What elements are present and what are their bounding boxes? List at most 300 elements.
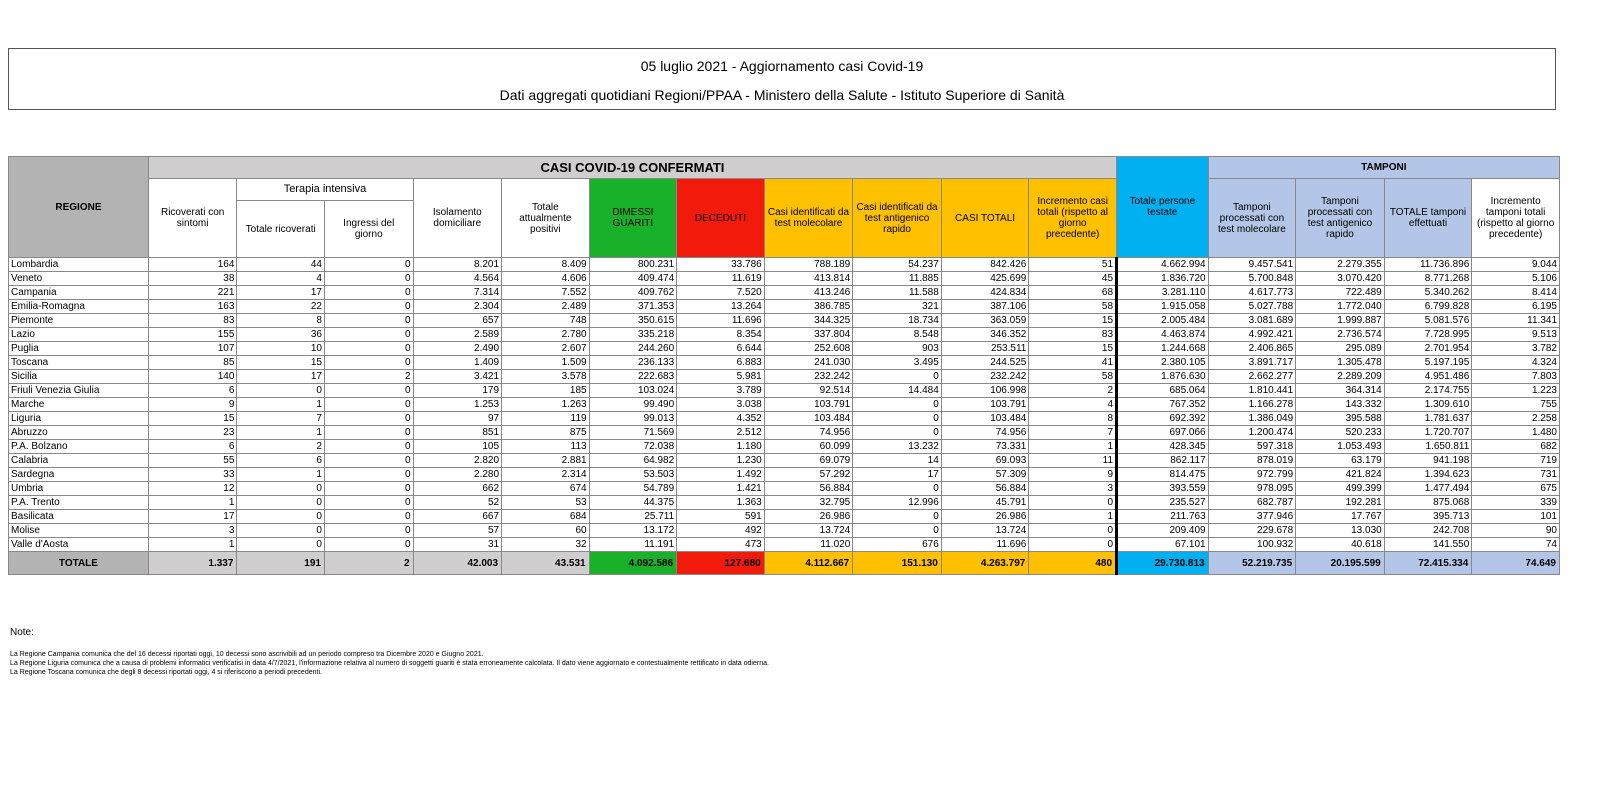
col-header-regione: REGIONE <box>9 157 149 258</box>
cell-antigenico: 14 <box>853 454 942 468</box>
report-subtitle: Dati aggregati quotidiani Regioni/PPAA - Ministero della Salute - Istituto Superiore di Sanità <box>499 87 1065 103</box>
cell-regione: Sicilia <box>9 370 149 384</box>
cell-molecolare: 788.189 <box>764 258 853 272</box>
cell-antigenico: 0 <box>853 510 942 524</box>
cell-regione: Liguria <box>9 412 149 426</box>
cell-dimessi: 64.982 <box>589 454 677 468</box>
table-row <box>9 398 1560 412</box>
cell-casi-totali: 26.986 <box>941 510 1029 524</box>
cell-ricoverati: 15 <box>148 412 237 426</box>
total-casi-totali: 4.263.797 <box>941 552 1029 575</box>
cell-positivi: 2.881 <box>502 454 590 468</box>
cell-casi-totali: 56.884 <box>941 482 1029 496</box>
cell-incremento: 58 <box>1029 300 1117 314</box>
cell-dimessi: 25.711 <box>589 510 677 524</box>
cell-incremento: 45 <box>1029 272 1117 286</box>
cell-positivi: 684 <box>502 510 590 524</box>
cell-tamponi-totale: 8.771.268 <box>1384 272 1472 286</box>
cell-ti-totale: 7 <box>237 412 325 426</box>
cell-antigenico: 321 <box>853 300 942 314</box>
cell-tamponi-antigenico: 2.736.574 <box>1296 328 1385 342</box>
total-tamponi-antigenico: 20.195.599 <box>1296 552 1385 575</box>
cell-tamponi-totale: 5.081.576 <box>1384 314 1472 328</box>
cell-positivi: 32 <box>502 538 590 552</box>
total-ricoverati: 1.337 <box>148 552 237 575</box>
cell-molecolare: 11.020 <box>764 538 853 552</box>
cell-tamponi-incremento: 339 <box>1472 496 1560 510</box>
cell-tamponi-totale: 941.198 <box>1384 454 1472 468</box>
cell-isolamento: 1.409 <box>413 356 502 370</box>
cell-tamponi-antigenico: 143.332 <box>1296 398 1385 412</box>
cell-dimessi: 71.569 <box>589 426 677 440</box>
cell-tamponi-totale: 5.197.195 <box>1384 356 1472 370</box>
cell-antigenico: 3.495 <box>853 356 942 370</box>
table-row <box>9 468 1560 482</box>
cell-incremento: 0 <box>1029 524 1117 538</box>
cell-tamponi-molecolare: 1.166.278 <box>1208 398 1296 412</box>
cell-regione: Lazio <box>9 328 149 342</box>
cell-isolamento: 2.280 <box>413 468 502 482</box>
cell-persone-testate: 393.559 <box>1117 482 1209 496</box>
cell-incremento: 11 <box>1029 454 1117 468</box>
cell-tamponi-antigenico: 295.089 <box>1296 342 1385 356</box>
group-header-terapia-intensiva: Terapia intensiva <box>237 179 413 201</box>
cell-tamponi-antigenico: 722.489 <box>1296 286 1385 300</box>
table-row <box>9 454 1560 468</box>
cell-persone-testate: 1.876.630 <box>1117 370 1209 384</box>
cell-tamponi-incremento: 2.258 <box>1472 412 1560 426</box>
cell-dimessi: 54.789 <box>589 482 677 496</box>
cell-deceduti: 33.786 <box>677 258 765 272</box>
cell-isolamento: 2.820 <box>413 454 502 468</box>
cell-dimessi: 800.231 <box>589 258 677 272</box>
cell-tamponi-molecolare: 972.799 <box>1208 468 1296 482</box>
cell-casi-totali: 244.525 <box>941 356 1029 370</box>
cell-positivi: 113 <box>502 440 590 454</box>
group-header-confermati: CASI COVID-19 CONFERMATI <box>148 157 1116 179</box>
cell-tamponi-molecolare: 5.027.788 <box>1208 300 1296 314</box>
cell-casi-totali: 74.956 <box>941 426 1029 440</box>
table-row <box>9 496 1560 510</box>
table-row <box>9 482 1560 496</box>
cell-tamponi-molecolare: 4.617.773 <box>1208 286 1296 300</box>
cell-incremento: 0 <box>1029 496 1117 510</box>
cell-ti-ingressi: 0 <box>324 258 413 272</box>
cell-positivi: 1.263 <box>502 398 590 412</box>
cell-tamponi-antigenico: 192.281 <box>1296 496 1385 510</box>
cell-positivi: 3.578 <box>502 370 590 384</box>
cell-regione: Umbria <box>9 482 149 496</box>
cell-ti-totale: 1 <box>237 398 325 412</box>
cell-dimessi: 244.260 <box>589 342 677 356</box>
cell-regione: Veneto <box>9 272 149 286</box>
cell-incremento: 15 <box>1029 314 1117 328</box>
cell-isolamento: 2.490 <box>413 342 502 356</box>
cell-persone-testate: 767.352 <box>1117 398 1209 412</box>
cell-ti-ingressi: 0 <box>324 440 413 454</box>
cell-tamponi-totale: 395.713 <box>1384 510 1472 524</box>
total-ti-ingressi: 2 <box>324 552 413 575</box>
cell-isolamento: 851 <box>413 426 502 440</box>
cell-isolamento: 657 <box>413 314 502 328</box>
cell-tamponi-antigenico: 499.399 <box>1296 482 1385 496</box>
cell-deceduti: 8.354 <box>677 328 765 342</box>
cell-deceduti: 3.038 <box>677 398 765 412</box>
cell-ti-ingressi: 0 <box>324 272 413 286</box>
total-persone-testate: 29.730.813 <box>1117 552 1209 575</box>
col-header-isolamento: Isolamento domiciliare <box>413 179 502 258</box>
cell-tamponi-totale: 5.340.262 <box>1384 286 1472 300</box>
col-header-incremento: Incremento casi totali (rispetto al giorno precedente) <box>1029 179 1117 258</box>
cell-ricoverati: 17 <box>148 510 237 524</box>
cell-tamponi-totale: 141.550 <box>1384 538 1472 552</box>
cell-dimessi: 99.013 <box>589 412 677 426</box>
cell-tamponi-incremento: 101 <box>1472 510 1560 524</box>
cell-tamponi-incremento: 755 <box>1472 398 1560 412</box>
cell-positivi: 1.509 <box>502 356 590 370</box>
cell-persone-testate: 1.915.058 <box>1117 300 1209 314</box>
cell-dimessi: 99.490 <box>589 398 677 412</box>
cell-antigenico: 0 <box>853 412 942 426</box>
cell-casi-totali: 253.511 <box>941 342 1029 356</box>
cell-tamponi-antigenico: 2.289.209 <box>1296 370 1385 384</box>
cell-deceduti: 473 <box>677 538 765 552</box>
cell-persone-testate: 2.380.105 <box>1117 356 1209 370</box>
cell-positivi: 2.780 <box>502 328 590 342</box>
table-row <box>9 356 1560 370</box>
cell-positivi: 4.606 <box>502 272 590 286</box>
cell-ti-ingressi: 0 <box>324 426 413 440</box>
cell-ricoverati: 140 <box>148 370 237 384</box>
cell-positivi: 53 <box>502 496 590 510</box>
total-positivi: 43.531 <box>502 552 590 575</box>
col-header-antigenico: Casi identificati da test antigenico rapido <box>853 179 942 258</box>
cell-ti-ingressi: 0 <box>324 496 413 510</box>
cell-molecolare: 386.785 <box>764 300 853 314</box>
cell-ricoverati: 163 <box>148 300 237 314</box>
cell-incremento: 1 <box>1029 510 1117 524</box>
group-header-tamponi: TAMPONI <box>1208 157 1559 179</box>
cell-molecolare: 32.795 <box>764 496 853 510</box>
cell-ti-ingressi: 2 <box>324 370 413 384</box>
cell-ricoverati: 6 <box>148 384 237 398</box>
cell-tamponi-incremento: 9.513 <box>1472 328 1560 342</box>
cell-ricoverati: 1 <box>148 496 237 510</box>
cell-isolamento: 57 <box>413 524 502 538</box>
cell-isolamento: 3.421 <box>413 370 502 384</box>
cell-regione: Lombardia <box>9 258 149 272</box>
cell-tamponi-antigenico: 364.314 <box>1296 384 1385 398</box>
cell-ti-totale: 0 <box>237 524 325 538</box>
cell-deceduti: 5.981 <box>677 370 765 384</box>
cell-casi-totali: 346.352 <box>941 328 1029 342</box>
cell-isolamento: 105 <box>413 440 502 454</box>
cell-antigenico: 12.996 <box>853 496 942 510</box>
cell-tamponi-molecolare: 1.386.049 <box>1208 412 1296 426</box>
table-row <box>9 342 1560 356</box>
cell-ricoverati: 55 <box>148 454 237 468</box>
cell-ti-totale: 0 <box>237 510 325 524</box>
cell-dimessi: 335.218 <box>589 328 677 342</box>
cell-molecolare: 337.804 <box>764 328 853 342</box>
total-isolamento: 42.003 <box>413 552 502 575</box>
cell-deceduti: 1.492 <box>677 468 765 482</box>
cell-casi-totali: 57.309 <box>941 468 1029 482</box>
cell-deceduti: 7.520 <box>677 286 765 300</box>
cell-incremento: 4 <box>1029 398 1117 412</box>
total-deceduti: 127.680 <box>677 552 765 575</box>
cell-antigenico: 903 <box>853 342 942 356</box>
cell-ti-totale: 17 <box>237 370 325 384</box>
table-row <box>9 426 1560 440</box>
notes-section <box>10 627 769 677</box>
total-ti-totale: 191 <box>237 552 325 575</box>
cell-positivi: 60 <box>502 524 590 538</box>
cell-molecolare: 241.030 <box>764 356 853 370</box>
cell-molecolare: 252.608 <box>764 342 853 356</box>
cell-ti-totale: 0 <box>237 496 325 510</box>
total-molecolare: 4.112.667 <box>764 552 853 575</box>
cell-persone-testate: 814.475 <box>1117 468 1209 482</box>
cell-ti-ingressi: 0 <box>324 412 413 426</box>
cell-ricoverati: 33 <box>148 468 237 482</box>
cell-regione: Marche <box>9 398 149 412</box>
cell-ti-ingressi: 0 <box>324 510 413 524</box>
cell-ti-totale: 0 <box>237 482 325 496</box>
col-header-casi-totali: CASI TOTALI <box>941 179 1029 258</box>
cell-ti-totale: 10 <box>237 342 325 356</box>
col-header-ti-totale: Totale ricoverati <box>237 201 325 258</box>
cell-casi-totali: 363.059 <box>941 314 1029 328</box>
cell-tamponi-totale: 1.309.610 <box>1384 398 1472 412</box>
cell-regione: Sardegna <box>9 468 149 482</box>
cell-isolamento: 1.253 <box>413 398 502 412</box>
cell-dimessi: 222.683 <box>589 370 677 384</box>
cell-casi-totali: 69.093 <box>941 454 1029 468</box>
cell-ti-totale: 0 <box>237 538 325 552</box>
cell-ti-ingressi: 0 <box>324 384 413 398</box>
cell-molecolare: 92.514 <box>764 384 853 398</box>
cell-deceduti: 11.619 <box>677 272 765 286</box>
cell-incremento: 83 <box>1029 328 1117 342</box>
cell-tamponi-incremento: 1.223 <box>1472 384 1560 398</box>
cell-molecolare: 57.292 <box>764 468 853 482</box>
report-header <box>8 48 1556 110</box>
cell-regione: Molise <box>9 524 149 538</box>
cell-antigenico: 54.237 <box>853 258 942 272</box>
cell-molecolare: 103.791 <box>764 398 853 412</box>
cell-antigenico: 11.885 <box>853 272 942 286</box>
table-row <box>9 524 1560 538</box>
cell-dimessi: 72.038 <box>589 440 677 454</box>
cell-molecolare: 413.814 <box>764 272 853 286</box>
cell-tamponi-totale: 1.650.811 <box>1384 440 1472 454</box>
cell-ti-ingressi: 0 <box>324 482 413 496</box>
total-tamponi-incremento: 74.649 <box>1472 552 1560 575</box>
cell-molecolare: 232.242 <box>764 370 853 384</box>
cell-incremento: 1 <box>1029 440 1117 454</box>
cell-tamponi-antigenico: 395.588 <box>1296 412 1385 426</box>
cell-casi-totali: 73.331 <box>941 440 1029 454</box>
cell-regione: Piemonte <box>9 314 149 328</box>
cell-antigenico: 11.588 <box>853 286 942 300</box>
table-row <box>9 314 1560 328</box>
cell-deceduti: 1.230 <box>677 454 765 468</box>
cell-tamponi-incremento: 1.480 <box>1472 426 1560 440</box>
cell-positivi: 2.489 <box>502 300 590 314</box>
cell-persone-testate: 4.662.994 <box>1117 258 1209 272</box>
cell-tamponi-incremento: 90 <box>1472 524 1560 538</box>
cell-isolamento: 662 <box>413 482 502 496</box>
cell-persone-testate: 2.005.484 <box>1117 314 1209 328</box>
cell-deceduti: 6.883 <box>677 356 765 370</box>
total-regione: TOTALE <box>9 552 149 575</box>
cell-tamponi-totale: 1.781.637 <box>1384 412 1472 426</box>
table-row <box>9 440 1560 454</box>
cell-dimessi: 409.474 <box>589 272 677 286</box>
cell-isolamento: 667 <box>413 510 502 524</box>
cell-molecolare: 13.724 <box>764 524 853 538</box>
total-antigenico: 151.130 <box>853 552 942 575</box>
cell-casi-totali: 103.791 <box>941 398 1029 412</box>
table-row <box>9 412 1560 426</box>
cell-persone-testate: 211.763 <box>1117 510 1209 524</box>
cell-casi-totali: 387.106 <box>941 300 1029 314</box>
cell-tamponi-antigenico: 520.233 <box>1296 426 1385 440</box>
cell-ti-ingressi: 0 <box>324 314 413 328</box>
cell-ricoverati: 107 <box>148 342 237 356</box>
cell-casi-totali: 13.724 <box>941 524 1029 538</box>
cell-ti-totale: 17 <box>237 286 325 300</box>
cell-incremento: 51 <box>1029 258 1117 272</box>
cell-molecolare: 103.484 <box>764 412 853 426</box>
cell-dimessi: 350.615 <box>589 314 677 328</box>
cell-deceduti: 2.512 <box>677 426 765 440</box>
cell-antigenico: 0 <box>853 524 942 538</box>
cell-dimessi: 44.375 <box>589 496 677 510</box>
cell-tamponi-molecolare: 3.081.689 <box>1208 314 1296 328</box>
cell-persone-testate: 1.836.720 <box>1117 272 1209 286</box>
cell-tamponi-molecolare: 2.406.865 <box>1208 342 1296 356</box>
cell-regione: Campania <box>9 286 149 300</box>
cell-dimessi: 236.133 <box>589 356 677 370</box>
table-body <box>9 258 1560 552</box>
note-line: La Regione Campania comunica che del 16 decessi riportati oggi, 10 decessi sono ascrivibili ad un periodo compreso tra Dicembre 2020 e Giugno 2021. <box>10 651 484 658</box>
cell-regione: P.A. Trento <box>9 496 149 510</box>
cell-molecolare: 413.246 <box>764 286 853 300</box>
cell-isolamento: 52 <box>413 496 502 510</box>
cell-tamponi-totale: 11.736.896 <box>1384 258 1472 272</box>
cell-tamponi-molecolare: 4.992.421 <box>1208 328 1296 342</box>
cell-incremento: 9 <box>1029 468 1117 482</box>
total-tamponi-totale: 72.415.334 <box>1384 552 1472 575</box>
total-incremento: 480 <box>1029 552 1117 575</box>
cell-tamponi-antigenico: 63.179 <box>1296 454 1385 468</box>
cell-tamponi-incremento: 11.341 <box>1472 314 1560 328</box>
cell-deceduti: 1.421 <box>677 482 765 496</box>
cell-molecolare: 74.956 <box>764 426 853 440</box>
note-line: La Regione Liguria comunica che a causa di problemi informatici verificatisi in data 4/7/2021, l'informazione relativa al numero di soggetti guariti è stata erroneamente calcolata. Il dato viene aggiornato e contestualmente rettificato in data odierna. <box>10 660 769 667</box>
cell-ti-totale: 36 <box>237 328 325 342</box>
cell-deceduti: 4.352 <box>677 412 765 426</box>
cell-persone-testate: 67.101 <box>1117 538 1209 552</box>
cell-tamponi-totale: 4.951.486 <box>1384 370 1472 384</box>
cell-persone-testate: 209.409 <box>1117 524 1209 538</box>
cell-tamponi-antigenico: 421.824 <box>1296 468 1385 482</box>
cell-regione: Toscana <box>9 356 149 370</box>
cell-persone-testate: 685.064 <box>1117 384 1209 398</box>
table-row <box>9 272 1560 286</box>
cell-ti-totale: 22 <box>237 300 325 314</box>
cell-tamponi-incremento: 7.803 <box>1472 370 1560 384</box>
cell-deceduti: 591 <box>677 510 765 524</box>
cell-tamponi-incremento: 719 <box>1472 454 1560 468</box>
cell-tamponi-molecolare: 1.810.441 <box>1208 384 1296 398</box>
col-header-persone-testate: Totale persone testate <box>1117 157 1209 258</box>
cell-casi-totali: 425.699 <box>941 272 1029 286</box>
table-row <box>9 328 1560 342</box>
cell-isolamento: 7.314 <box>413 286 502 300</box>
cell-ti-ingressi: 0 <box>324 286 413 300</box>
cell-molecolare: 344.325 <box>764 314 853 328</box>
cell-casi-totali: 11.696 <box>941 538 1029 552</box>
cell-ti-ingressi: 0 <box>324 300 413 314</box>
cell-tamponi-antigenico: 17.767 <box>1296 510 1385 524</box>
cell-tamponi-totale: 1.720.707 <box>1384 426 1472 440</box>
table-row <box>9 286 1560 300</box>
cell-ti-ingressi: 0 <box>324 328 413 342</box>
report-title: 05 luglio 2021 - Aggiornamento casi Covid-19 <box>640 58 924 74</box>
cell-antigenico: 18.734 <box>853 314 942 328</box>
cell-positivi: 7.552 <box>502 286 590 300</box>
cell-dimessi: 409.762 <box>589 286 677 300</box>
cell-incremento: 41 <box>1029 356 1117 370</box>
cell-tamponi-antigenico: 3.070.420 <box>1296 272 1385 286</box>
cell-tamponi-molecolare: 100.932 <box>1208 538 1296 552</box>
cell-ti-ingressi: 0 <box>324 524 413 538</box>
cell-tamponi-molecolare: 2.662.277 <box>1208 370 1296 384</box>
cell-tamponi-totale: 7.728.995 <box>1384 328 1472 342</box>
cell-tamponi-totale: 1.394.623 <box>1384 468 1472 482</box>
col-header-tamponi-incremento: Incremento tamponi totali (rispetto al giorno precedente) <box>1472 179 1560 258</box>
cell-molecolare: 60.099 <box>764 440 853 454</box>
note-line: La Regione Toscana comunica che degli 8 decessi riportati oggi, 4 si riferiscono a periodi precedenti. <box>10 669 322 676</box>
cell-incremento: 2 <box>1029 384 1117 398</box>
cell-tamponi-antigenico: 1.305.478 <box>1296 356 1385 370</box>
cell-ricoverati: 9 <box>148 398 237 412</box>
cell-deceduti: 1.363 <box>677 496 765 510</box>
cell-antigenico: 0 <box>853 426 942 440</box>
cell-regione: P.A. Bolzano <box>9 440 149 454</box>
cell-casi-totali: 424.834 <box>941 286 1029 300</box>
cell-deceduti: 492 <box>677 524 765 538</box>
cell-tamponi-molecolare: 1.200.474 <box>1208 426 1296 440</box>
cell-regione: Emilia-Romagna <box>9 300 149 314</box>
cell-ricoverati: 164 <box>148 258 237 272</box>
cell-tamponi-incremento: 4.324 <box>1472 356 1560 370</box>
cell-casi-totali: 45.791 <box>941 496 1029 510</box>
cell-tamponi-totale: 6.799.828 <box>1384 300 1472 314</box>
cell-casi-totali: 232.242 <box>941 370 1029 384</box>
cell-ti-ingressi: 0 <box>324 454 413 468</box>
cell-positivi: 748 <box>502 314 590 328</box>
table-row <box>9 384 1560 398</box>
cell-positivi: 185 <box>502 384 590 398</box>
cell-tamponi-totale: 2.174.755 <box>1384 384 1472 398</box>
notes-title: Note: <box>10 627 34 638</box>
cell-ti-ingressi: 0 <box>324 356 413 370</box>
cell-deceduti: 3.789 <box>677 384 765 398</box>
